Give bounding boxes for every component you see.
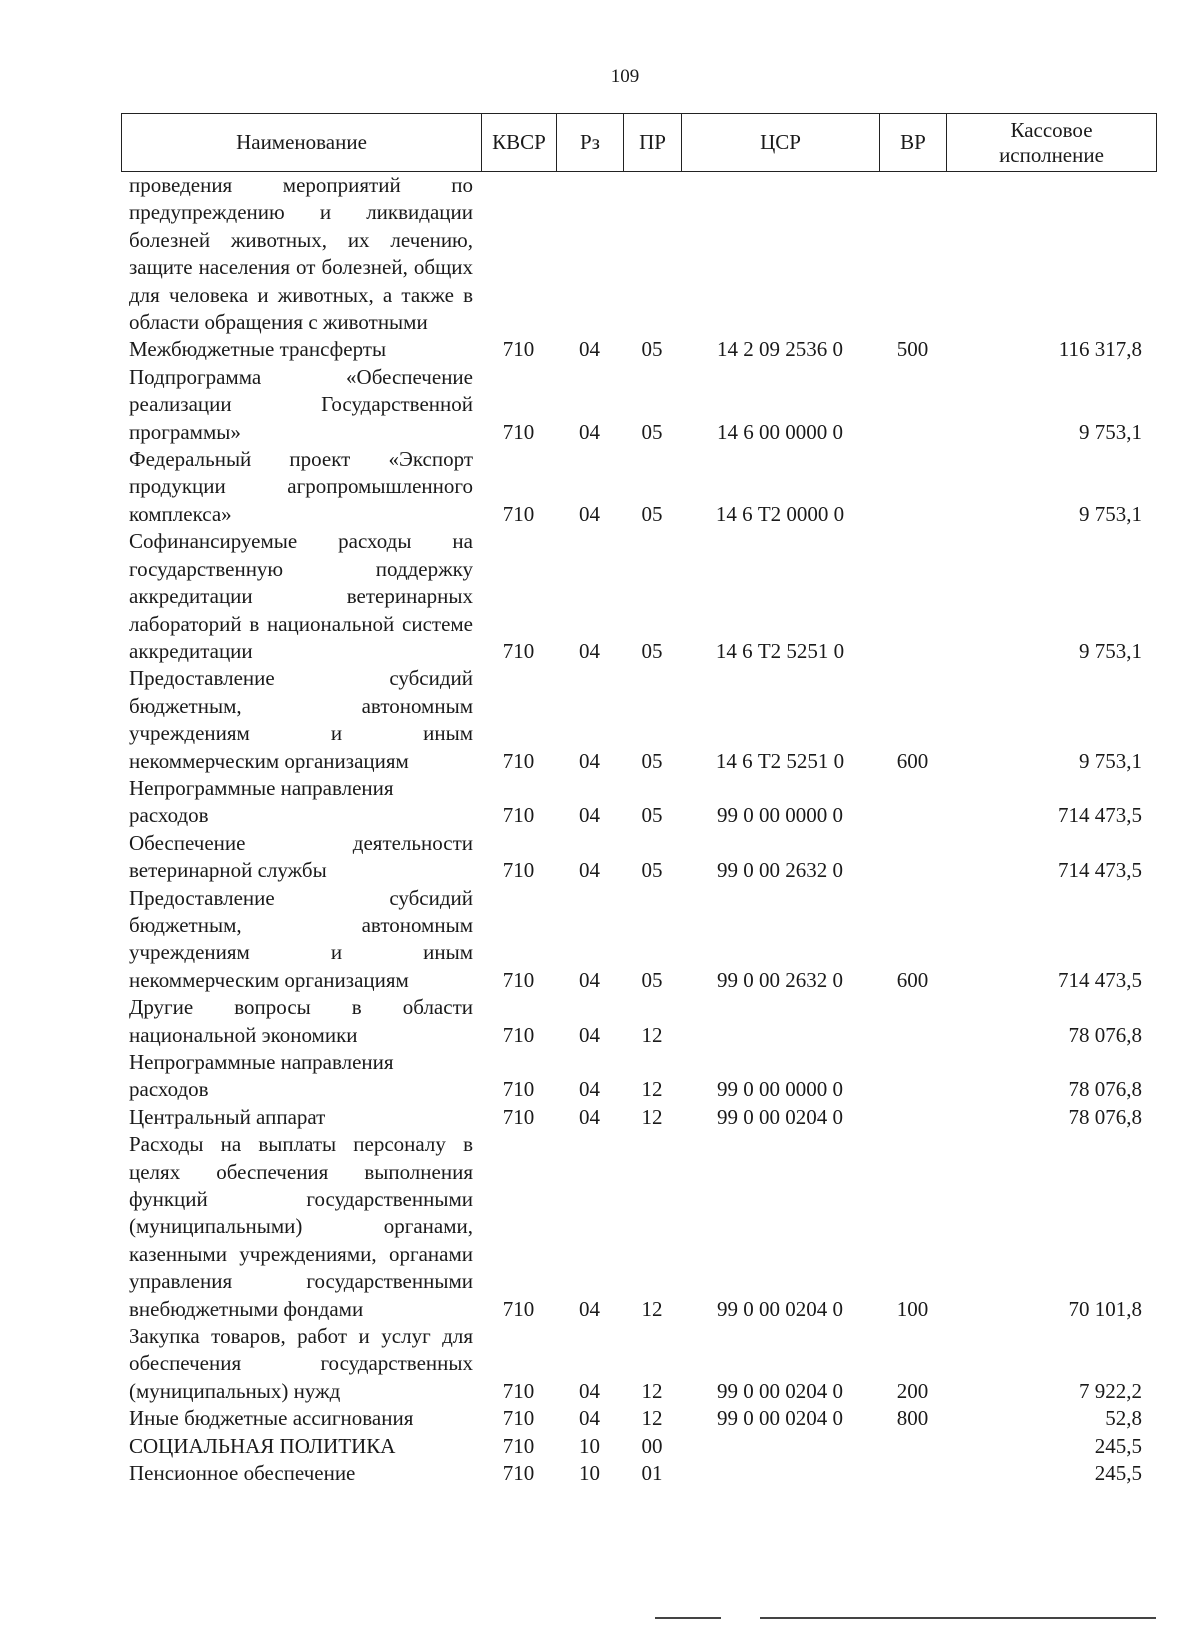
row-name: Закупка товаров, работ и услуг для обеспечения государственных (муниципальных) нужд [129, 1324, 473, 1403]
table-row [121, 1460, 1156, 1487]
row-csr: 14 6 Т2 5251 0 [715, 748, 845, 773]
row-pr: 05 [641, 748, 663, 773]
row-vr: 500 [896, 337, 929, 362]
row-pr: 05 [641, 967, 663, 992]
row-pr: 05 [641, 858, 663, 883]
row-rz: 04 [579, 803, 600, 828]
row-pr: 12 [641, 1296, 663, 1321]
row-sum: 714 473,5 [1058, 967, 1142, 992]
row-sum: 714 473,5 [1058, 858, 1142, 883]
row-kvsr: 710 [502, 1433, 535, 1458]
row-rz [556, 172, 623, 336]
row-pr: 12 [641, 1378, 663, 1403]
row-pr [623, 172, 681, 336]
footer-rule-right [760, 1617, 1156, 1619]
row-name: Федеральный проект «Экспорт продукции агропромышленного комплекса» [129, 447, 473, 526]
header-pr: ПР [624, 114, 682, 172]
table-body [121, 172, 1156, 1488]
table-row [121, 172, 1156, 336]
budget-table [121, 172, 1156, 1488]
row-csr: 14 6 00 0000 0 [717, 419, 843, 444]
table-row [121, 885, 1156, 995]
row-csr [681, 172, 879, 336]
row-rz: 04 [579, 1378, 600, 1403]
row-sum: 78 076,8 [1068, 1022, 1142, 1047]
row-csr [681, 994, 879, 1049]
row-kvsr: 710 [502, 1406, 535, 1431]
row-kvsr: 710 [502, 1296, 535, 1321]
row-rz: 10 [579, 1461, 600, 1486]
row-csr: 14 6 Т2 0000 0 [715, 501, 845, 526]
row-pr: 05 [641, 501, 663, 526]
row-rz: 04 [579, 337, 600, 362]
row-rz: 04 [579, 419, 600, 444]
row-vr [879, 364, 946, 446]
row-pr: 05 [641, 337, 663, 362]
table-row [121, 1433, 1156, 1460]
row-name: Иные бюджетные ассигнования [129, 1406, 414, 1431]
row-vr: 200 [896, 1378, 929, 1403]
row-name: Обеспечение деятельности ветеринарной службы [129, 830, 473, 883]
row-name: Подпрограмма «Обеспечение реализации Государственной программы» [129, 364, 473, 444]
row-vr [879, 528, 946, 665]
row-pr: 12 [641, 1104, 663, 1129]
row-kvsr: 710 [502, 1022, 535, 1047]
table-header [121, 113, 1157, 172]
row-rz: 04 [579, 1406, 600, 1431]
row-sum: 116 317,8 [1058, 337, 1142, 362]
table-row [121, 364, 1156, 446]
table-row [121, 1131, 1156, 1323]
row-name: проведения мероприятий по предупреждению и ликвидации болезней животных, их лечению, защите населения от болезней, общих для человека и животных, а также в области обращения с животными [129, 173, 473, 335]
row-rz: 04 [579, 858, 600, 883]
header-sum-line1: Кассовое [1010, 117, 1093, 142]
row-name: Предоставление субсидий бюджетным, автономным учреждениям и иным некоммерческим организациям [129, 885, 473, 992]
row-vr: 100 [896, 1296, 929, 1321]
table-row [121, 528, 1156, 665]
row-vr [879, 172, 946, 336]
row-kvsr: 710 [502, 638, 535, 663]
row-csr: 99 0 00 2632 0 [717, 967, 843, 992]
row-vr: 600 [896, 748, 929, 773]
row-csr: 99 0 00 0000 0 [717, 803, 843, 828]
row-csr [681, 1433, 879, 1460]
row-csr: 99 0 00 0204 0 [717, 1378, 843, 1403]
row-sum: 78 076,8 [1068, 1104, 1142, 1129]
row-pr: 05 [641, 419, 663, 444]
row-sum: 714 473,5 [1058, 803, 1142, 828]
table-row [121, 336, 1156, 363]
row-name: Софинансируемые расходы на государственную поддержку аккредитации ветеринарных лабораторий в национальной системе аккредитации [129, 529, 473, 663]
header-csr: ЦСР [682, 114, 880, 172]
row-vr: 800 [896, 1406, 929, 1431]
row-rz: 10 [579, 1433, 600, 1458]
row-vr [879, 830, 946, 885]
row-kvsr: 710 [502, 967, 535, 992]
row-kvsr [481, 172, 556, 336]
row-sum [946, 172, 1156, 336]
table-row [121, 1049, 1156, 1104]
row-vr [879, 994, 946, 1049]
row-pr: 12 [641, 1077, 663, 1102]
row-csr: 99 0 00 0204 0 [717, 1104, 843, 1129]
row-name: Пенсионное обеспечение [129, 1461, 356, 1486]
header-sum [947, 114, 1157, 172]
header-vr: ВР [880, 114, 947, 172]
table-row [121, 994, 1156, 1049]
row-csr: 99 0 00 0204 0 [717, 1406, 843, 1431]
row-rz: 04 [579, 967, 600, 992]
row-kvsr: 710 [502, 1104, 535, 1129]
row-sum: 9 753,1 [1079, 748, 1142, 773]
row-kvsr: 710 [502, 337, 535, 362]
row-name: Другие вопросы в области национальной экономики [129, 995, 473, 1047]
table-row [121, 665, 1156, 775]
row-name: Межбюджетные трансферты [129, 337, 387, 362]
row-vr: 600 [896, 967, 929, 992]
row-kvsr: 710 [502, 748, 535, 773]
row-vr [879, 1049, 946, 1104]
table-row [121, 1405, 1156, 1432]
row-name: Предоставление субсидий бюджетным, автономным учреждениям и иным некоммерческим организациям [129, 666, 473, 773]
row-rz: 04 [579, 638, 600, 663]
row-sum: 9 753,1 [1079, 638, 1142, 663]
row-vr [879, 1104, 946, 1131]
row-kvsr: 710 [502, 858, 535, 883]
row-kvsr: 710 [502, 1461, 535, 1486]
row-name: Центральный аппарат [129, 1104, 326, 1129]
row-vr [879, 1433, 946, 1460]
row-sum: 52,8 [1105, 1406, 1142, 1431]
header-rz: Рз [557, 114, 624, 172]
table-row [121, 775, 1156, 830]
header-name: Наименование [122, 114, 482, 172]
row-pr: 12 [641, 1406, 663, 1431]
row-csr: 99 0 00 0000 0 [717, 1077, 843, 1102]
row-csr: 14 2 09 2536 0 [717, 337, 843, 362]
table-row [121, 1104, 1156, 1131]
row-pr: 05 [641, 803, 663, 828]
row-sum: 9 753,1 [1079, 419, 1142, 444]
row-pr: 01 [641, 1461, 663, 1486]
table-row [121, 830, 1156, 885]
row-sum: 9 753,1 [1079, 501, 1142, 526]
row-rz: 04 [579, 1104, 600, 1129]
page-number: 109 [610, 66, 640, 87]
row-vr [879, 446, 946, 528]
row-kvsr: 710 [502, 1378, 535, 1403]
row-rz: 04 [579, 1296, 600, 1321]
row-pr: 12 [641, 1022, 663, 1047]
row-csr [681, 1460, 879, 1487]
header-sum-line2: исполнение [999, 142, 1104, 167]
row-sum: 7 922,2 [1079, 1378, 1142, 1403]
row-sum: 78 076,8 [1068, 1077, 1142, 1102]
row-vr [879, 1460, 946, 1487]
row-name: Расходы на выплаты персоналу в целях обеспечения выполнения функций государственными (муниципальными) органами, казенными учреждениями, органами управления государственными внебюджетными фондами [129, 1132, 473, 1321]
row-csr: 14 6 Т2 5251 0 [715, 638, 845, 663]
row-rz: 04 [579, 1022, 600, 1047]
row-kvsr: 710 [502, 501, 535, 526]
row-name: СОЦИАЛЬНАЯ ПОЛИТИКА [129, 1433, 396, 1458]
table-row [121, 446, 1156, 528]
row-sum: 245,5 [1094, 1433, 1142, 1458]
row-vr [879, 775, 946, 830]
row-pr: 00 [641, 1433, 663, 1458]
row-pr: 05 [641, 638, 663, 663]
row-rz: 04 [579, 748, 600, 773]
row-kvsr: 710 [502, 803, 535, 828]
table-row [121, 1323, 1156, 1405]
row-name: Непрограммные направления расходов [129, 775, 394, 828]
row-rz: 04 [579, 1077, 600, 1102]
row-csr: 99 0 00 2632 0 [717, 858, 843, 883]
row-sum: 70 101,8 [1068, 1296, 1142, 1321]
row-name: Непрограммные направления расходов [129, 1050, 394, 1102]
footer-rule-left [655, 1617, 721, 1619]
header-kvsr: КВСР [482, 114, 557, 172]
row-kvsr: 710 [502, 1077, 535, 1102]
row-csr: 99 0 00 0204 0 [717, 1296, 843, 1321]
row-kvsr: 710 [502, 419, 535, 444]
row-sum: 245,5 [1094, 1461, 1142, 1486]
row-rz: 04 [579, 501, 600, 526]
